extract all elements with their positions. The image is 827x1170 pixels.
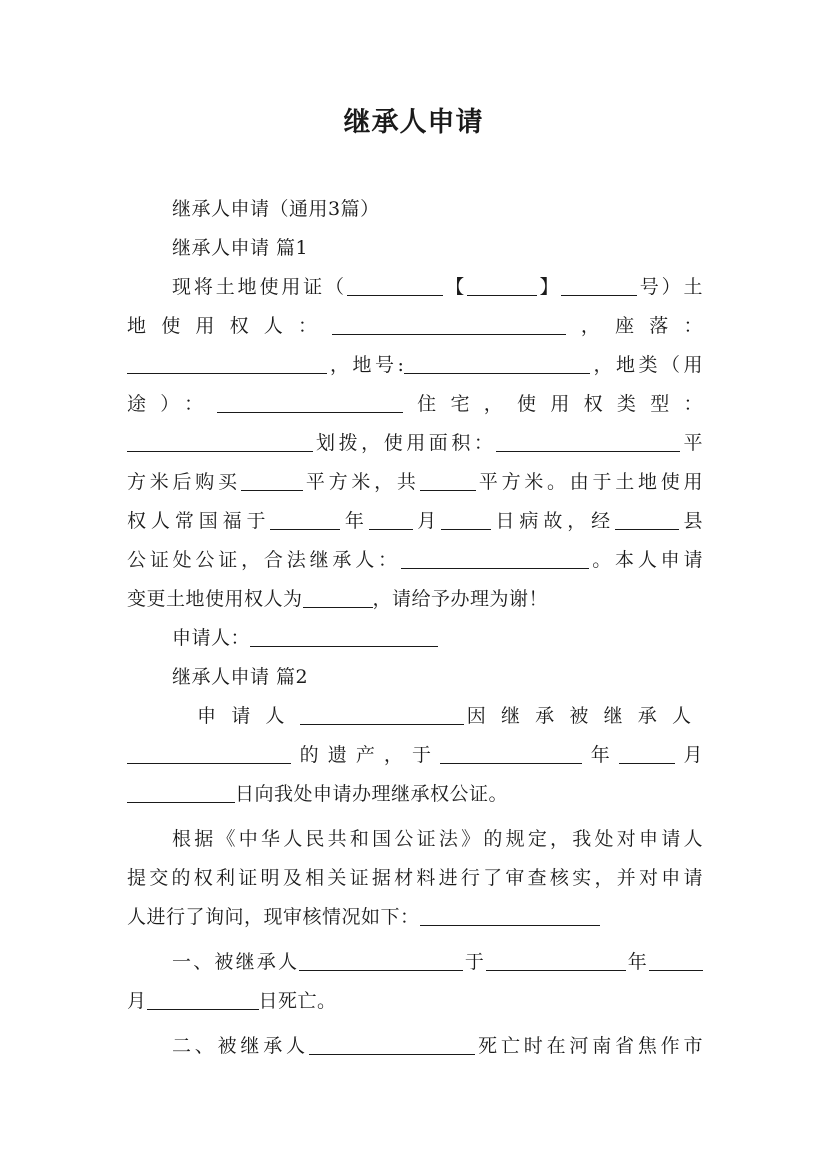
blank-field bbox=[615, 510, 679, 530]
blank-field bbox=[127, 354, 327, 374]
blank-field bbox=[309, 1035, 475, 1055]
subtitle: 继承人申请（通用3篇） bbox=[172, 198, 380, 220]
blank-field bbox=[127, 783, 235, 803]
blank-field bbox=[127, 744, 291, 764]
document-body bbox=[127, 190, 703, 1066]
law-line: 提交的权利证明及相关证据材料进行了审查核实，并对申请 bbox=[127, 867, 703, 889]
blank-field bbox=[250, 627, 438, 647]
blank-field bbox=[300, 705, 464, 725]
blank-field bbox=[467, 276, 537, 296]
blank-field bbox=[217, 393, 403, 413]
section1-heading: 继承人申请 篇1 bbox=[172, 237, 309, 259]
s1-line: 现将土地使用证（ 【 】 号）土 bbox=[172, 276, 703, 298]
blank-field bbox=[127, 432, 313, 452]
s1-line: 地使用权人： ，座落： bbox=[127, 315, 703, 337]
law-line: 人进行了询问，现审核情况如下： bbox=[127, 898, 703, 937]
s1-line: 划拨，使用面积： 平 bbox=[127, 424, 703, 463]
section2-paragraph-law bbox=[127, 820, 703, 937]
s1-line: 变更土地使用权人为 ，请给予办理为谢！ bbox=[127, 588, 549, 610]
section2-paragraph bbox=[127, 697, 703, 814]
item-line: 二、被继承人 死亡时在河南省焦作市 bbox=[172, 1035, 703, 1057]
s1-line: ，地号: ，地类（用 bbox=[127, 346, 703, 385]
blank-field bbox=[241, 471, 303, 491]
blank-field bbox=[347, 276, 443, 296]
item-line: 月 日死亡。 bbox=[127, 990, 337, 1012]
item-1 bbox=[127, 943, 703, 1021]
blank-field bbox=[147, 990, 259, 1010]
s1-line: 权人常国福于 年 月 日病故，经 县 bbox=[127, 510, 703, 532]
blank-field bbox=[332, 315, 566, 335]
section2-heading: 继承人申请 篇2 bbox=[172, 666, 309, 688]
blank-field bbox=[303, 588, 373, 608]
s1-line: 方米后购买 平方米，共 平方米。由于土地使用 bbox=[127, 471, 703, 493]
document-title: 继承人申请 bbox=[343, 107, 484, 138]
blank-field bbox=[496, 432, 680, 452]
blank-field bbox=[561, 276, 637, 296]
law-line: 根据《中华人民共和国公证法》的规定，我处对申请人 bbox=[172, 828, 703, 850]
blank-field bbox=[369, 510, 413, 530]
s1-line: 途）： 住宅，使用权类型： bbox=[127, 393, 703, 415]
s2-line: 的遗产，于 年 月 bbox=[127, 736, 703, 775]
blank-field bbox=[270, 510, 340, 530]
section1-paragraph bbox=[127, 268, 703, 619]
item-2 bbox=[127, 1027, 703, 1066]
blank-field bbox=[420, 906, 600, 926]
blank-field bbox=[649, 951, 703, 971]
blank-field bbox=[440, 744, 582, 764]
s1-line: 公证处公证，合法继承人： 。本人申请 bbox=[127, 549, 703, 571]
applicant-line: 申请人： bbox=[127, 619, 703, 658]
blank-field bbox=[420, 471, 476, 491]
s2-line: 日向我处申请办理继承权公证。 bbox=[127, 775, 703, 814]
item-line: 一、被继承人 于 年 bbox=[127, 943, 703, 982]
blank-field bbox=[401, 549, 589, 569]
blank-field bbox=[619, 744, 675, 764]
blank-field bbox=[441, 510, 491, 530]
blank-field bbox=[486, 951, 626, 971]
blank-field bbox=[404, 354, 590, 374]
s2-line: 申请人 因继承被继承人 bbox=[197, 705, 703, 727]
blank-field bbox=[299, 951, 463, 971]
